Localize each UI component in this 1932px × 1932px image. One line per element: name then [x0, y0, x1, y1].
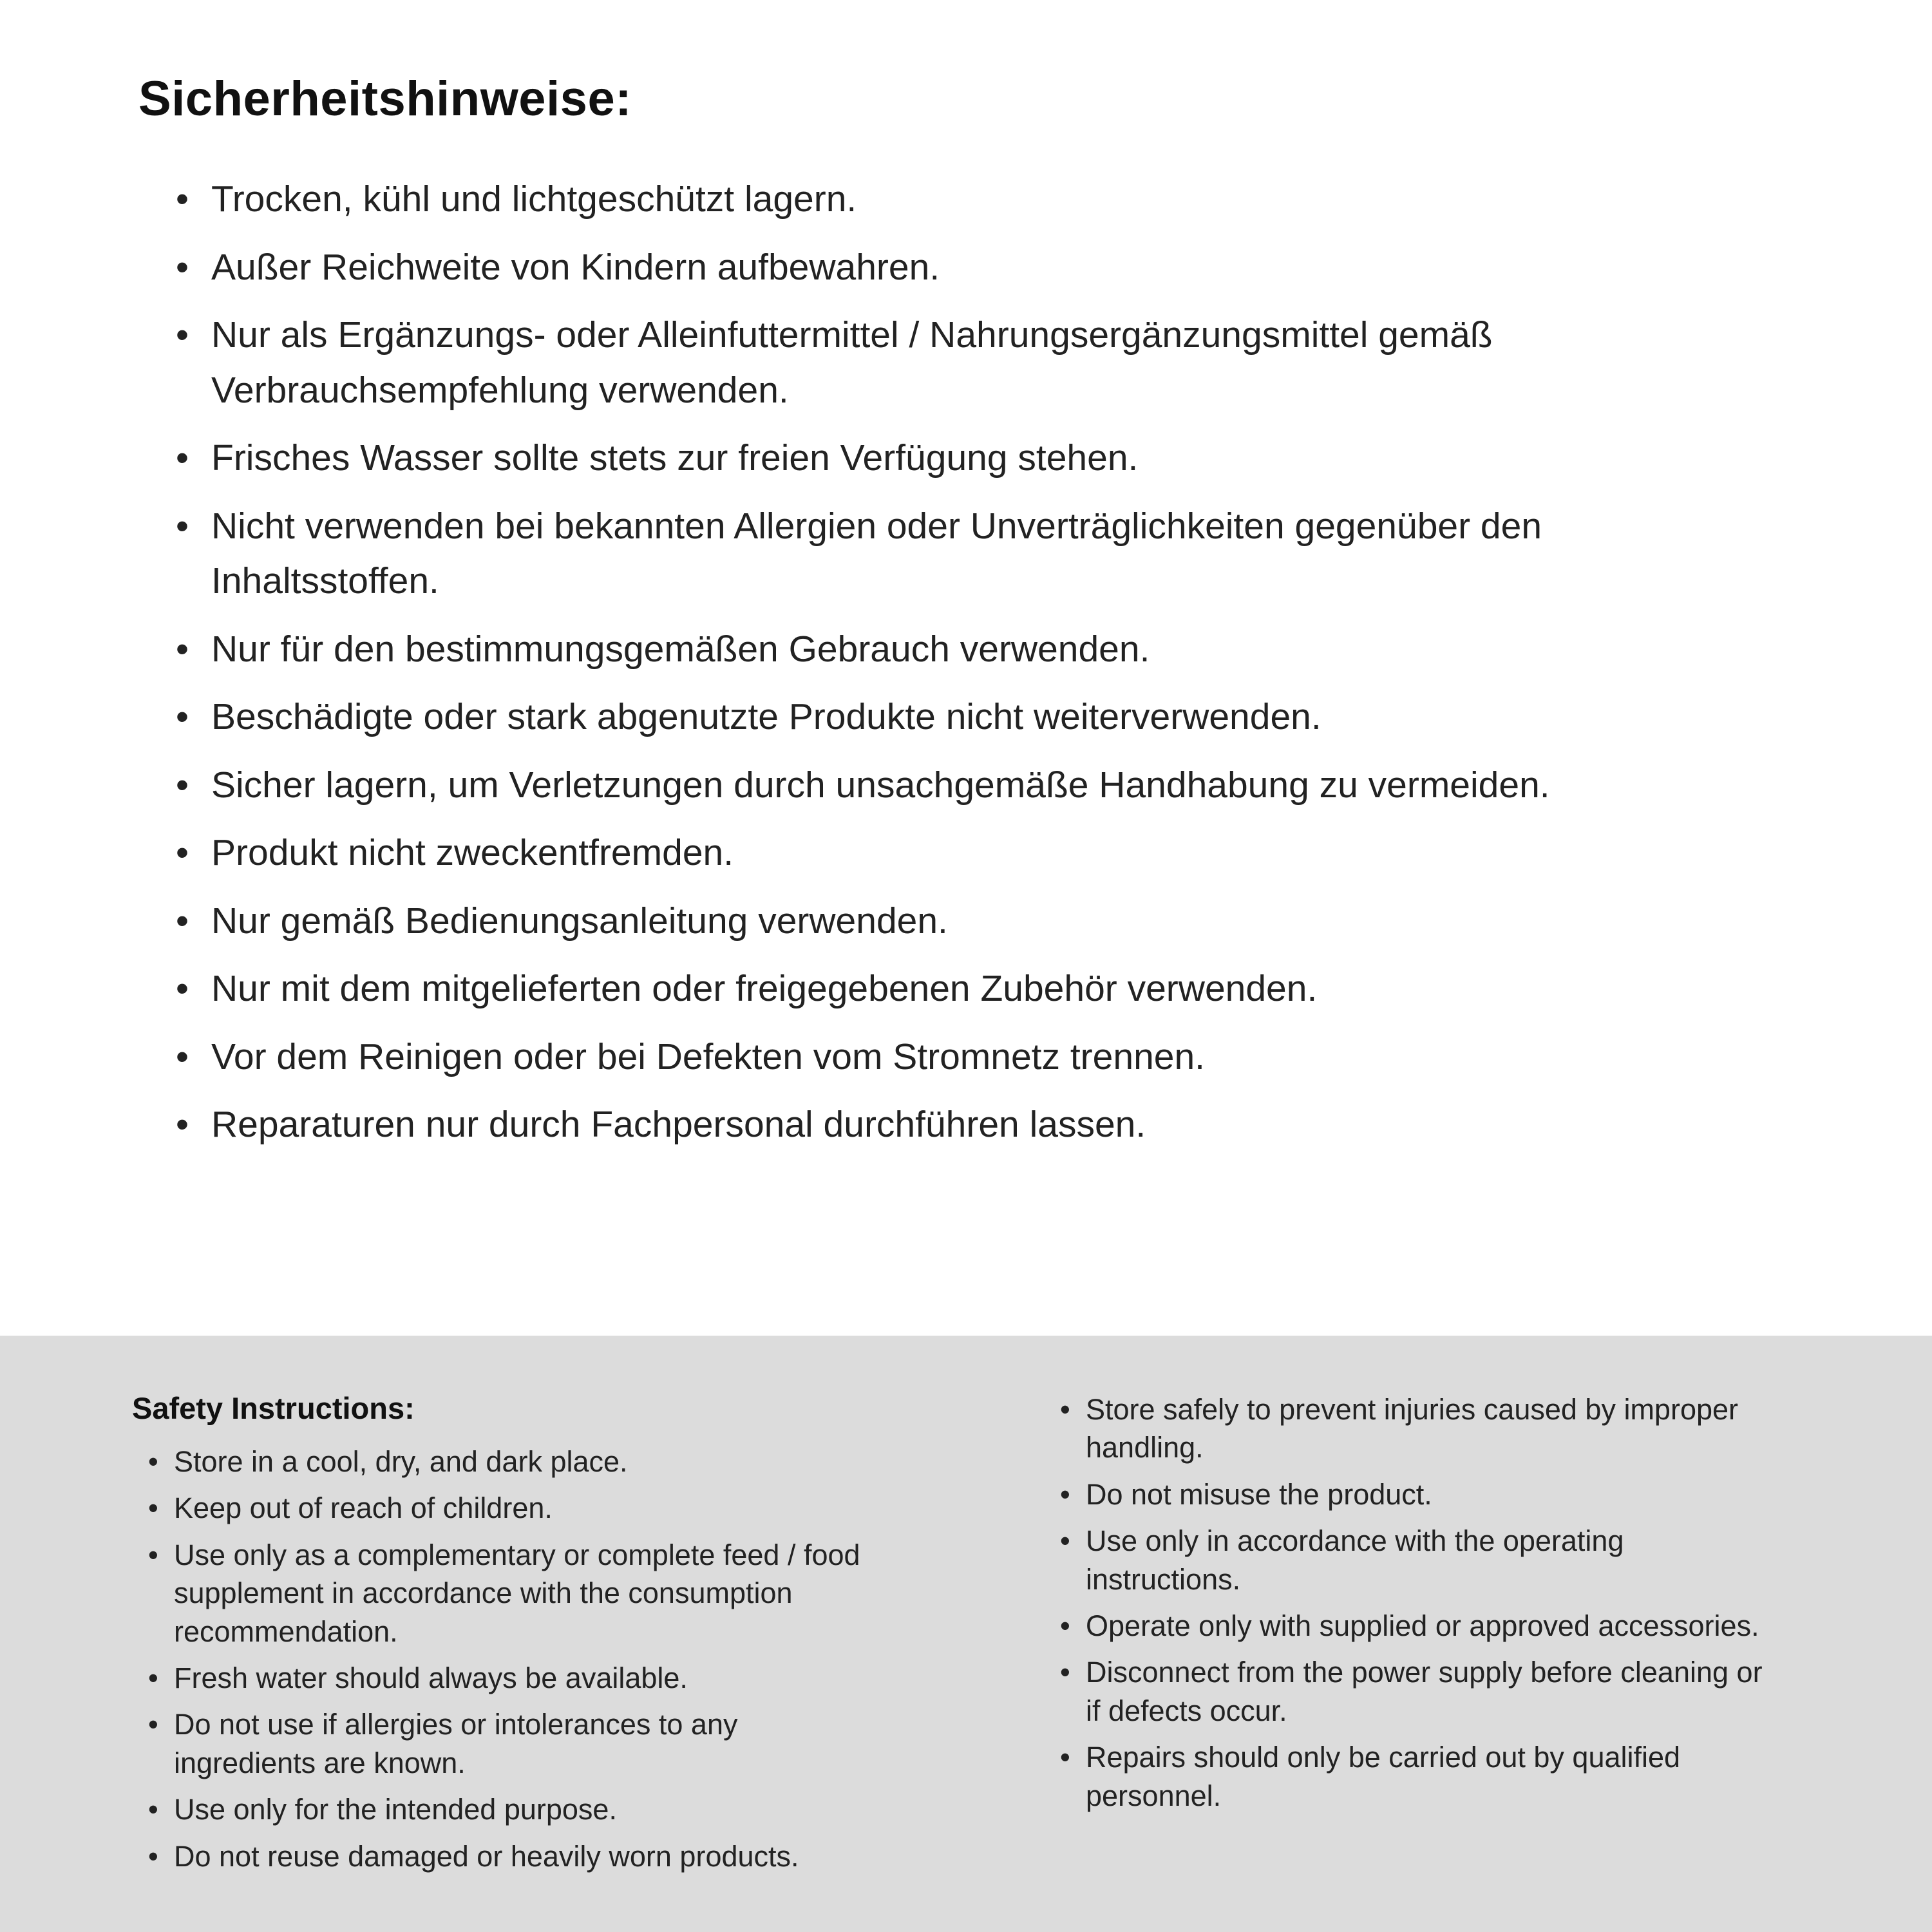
english-left-column	[132, 1390, 1044, 1906]
bullet-marker: •	[176, 628, 189, 670]
bullet-marker: •	[148, 1708, 158, 1741]
list-item	[132, 1790, 882, 1828]
bullet-marker: •	[148, 1793, 158, 1826]
bullet-marker: •	[148, 1839, 158, 1873]
english-right-list	[1044, 1390, 1868, 1815]
list-item	[138, 894, 1596, 949]
list-item	[1044, 1653, 1781, 1730]
list-item-text: Sicher lagern, um Verletzungen durch unsachgemäße Handhabung zu vermeiden.	[211, 764, 1550, 806]
list-item	[1044, 1390, 1781, 1467]
list-item	[1044, 1475, 1781, 1513]
list-item	[132, 1443, 882, 1481]
bullet-marker: •	[148, 1445, 158, 1478]
list-item	[132, 1837, 882, 1875]
bullet-marker: •	[176, 764, 189, 806]
list-item-text: Use only as a complementary or complete feed / food supplement in accordance with the consumption recommendation.	[174, 1538, 860, 1648]
english-section	[0, 1336, 1932, 1932]
list-item-text: Use only in accordance with the operating instructions.	[1086, 1524, 1624, 1596]
bullet-marker: •	[176, 696, 189, 737]
list-item-text: Nicht verwenden bei bekannten Allergien oder Unverträglichkeiten gegenüber den Inhaltsstoffen.	[211, 505, 1542, 601]
english-right-column	[1044, 1390, 1868, 1906]
list-item	[132, 1705, 882, 1782]
bullet-marker: •	[176, 437, 189, 478]
bullet-marker: •	[176, 178, 189, 220]
list-item	[1044, 1522, 1781, 1598]
list-item-text: Do not reuse damaged or heavily worn products.	[174, 1839, 799, 1873]
bullet-marker: •	[1060, 1741, 1070, 1774]
list-item-text: Beschädigte oder stark abgenutzte Produkte nicht weiterverwenden.	[211, 696, 1321, 737]
bullet-marker: •	[176, 1036, 189, 1077]
bullet-marker: •	[1060, 1609, 1070, 1642]
list-item-text: Store safely to prevent injuries caused by improper handling.	[1086, 1393, 1739, 1464]
bullet-marker: •	[176, 1104, 189, 1145]
list-item-text: Keep out of reach of children.	[174, 1492, 553, 1525]
list-item-text: Frisches Wasser sollte stets zur freien Verfügung stehen.	[211, 437, 1139, 478]
english-title: Safety Instructions:	[132, 1391, 415, 1425]
list-item	[132, 1659, 882, 1697]
list-item	[138, 826, 1596, 881]
list-item-text: Nur für den bestimmungsgemäßen Gebrauch verwenden.	[211, 628, 1150, 670]
list-item	[138, 758, 1596, 813]
list-item	[132, 1536, 882, 1651]
list-item-text: Disconnect from the power supply before cleaning or if defects occur.	[1086, 1656, 1763, 1727]
list-item-text: Außer Reichweite von Kindern aufbewahren.	[211, 246, 940, 288]
list-item-text: Produkt nicht zweckentfremden.	[211, 832, 734, 873]
list-item-text: Fresh water should always be available.	[174, 1661, 688, 1694]
list-item	[138, 172, 1596, 227]
list-item-text: Repairs should only be carried out by qualified personnel.	[1086, 1741, 1681, 1812]
list-item-text: Use only for the intended purpose.	[174, 1793, 617, 1826]
bullet-marker: •	[148, 1492, 158, 1525]
list-item	[138, 499, 1596, 609]
list-item-text: Vor dem Reinigen oder bei Defekten vom Stromnetz trennen.	[211, 1036, 1206, 1077]
english-left-list	[132, 1443, 1044, 1875]
list-item	[1044, 1738, 1781, 1815]
list-item-text: Do not use if allergies or intolerances to any ingredients are known.	[174, 1708, 738, 1779]
list-item	[138, 961, 1596, 1017]
bullet-marker: •	[176, 314, 189, 355]
bullet-marker: •	[1060, 1477, 1070, 1511]
list-item	[138, 1030, 1596, 1085]
list-item-text: Nur mit dem mitgelieferten oder freigegebenen Zubehör verwenden.	[211, 968, 1318, 1009]
list-item	[138, 622, 1596, 677]
bullet-marker: •	[1060, 1524, 1070, 1558]
bullet-marker: •	[1060, 1393, 1070, 1426]
bullet-marker: •	[148, 1661, 158, 1694]
list-item	[138, 308, 1596, 418]
bullet-marker: •	[176, 900, 189, 942]
list-item-text: Do not misuse the product.	[1086, 1477, 1432, 1511]
list-item-text: Nur als Ergänzungs- oder Alleinfuttermittel / Nahrungsergänzungsmittel gemäß Verbrauchsempfehlung verwenden.	[211, 314, 1493, 411]
list-item	[138, 431, 1596, 486]
list-item-text: Trocken, kühl und lichtgeschützt lagern.	[211, 178, 857, 220]
list-item-text: Store in a cool, dry, and dark place.	[174, 1445, 628, 1478]
bullet-marker: •	[148, 1538, 158, 1571]
list-item	[138, 240, 1596, 296]
list-item	[138, 1097, 1596, 1153]
german-list	[138, 172, 1868, 1153]
bullet-marker: •	[176, 832, 189, 873]
bullet-marker: •	[176, 505, 189, 547]
list-item-text: Reparaturen nur durch Fachpersonal durchführen lassen.	[211, 1104, 1146, 1145]
bullet-marker: •	[176, 968, 189, 1009]
list-item	[138, 690, 1596, 745]
german-title: Sicherheitshinweise:	[138, 71, 632, 126]
bullet-marker: •	[176, 246, 189, 288]
list-item-text: Operate only with supplied or approved accessories.	[1086, 1609, 1759, 1642]
list-item-text: Nur gemäß Bedienungsanleitung verwenden.	[211, 900, 948, 942]
bullet-marker: •	[1060, 1656, 1070, 1689]
list-item	[1044, 1607, 1781, 1645]
list-item	[132, 1489, 882, 1527]
